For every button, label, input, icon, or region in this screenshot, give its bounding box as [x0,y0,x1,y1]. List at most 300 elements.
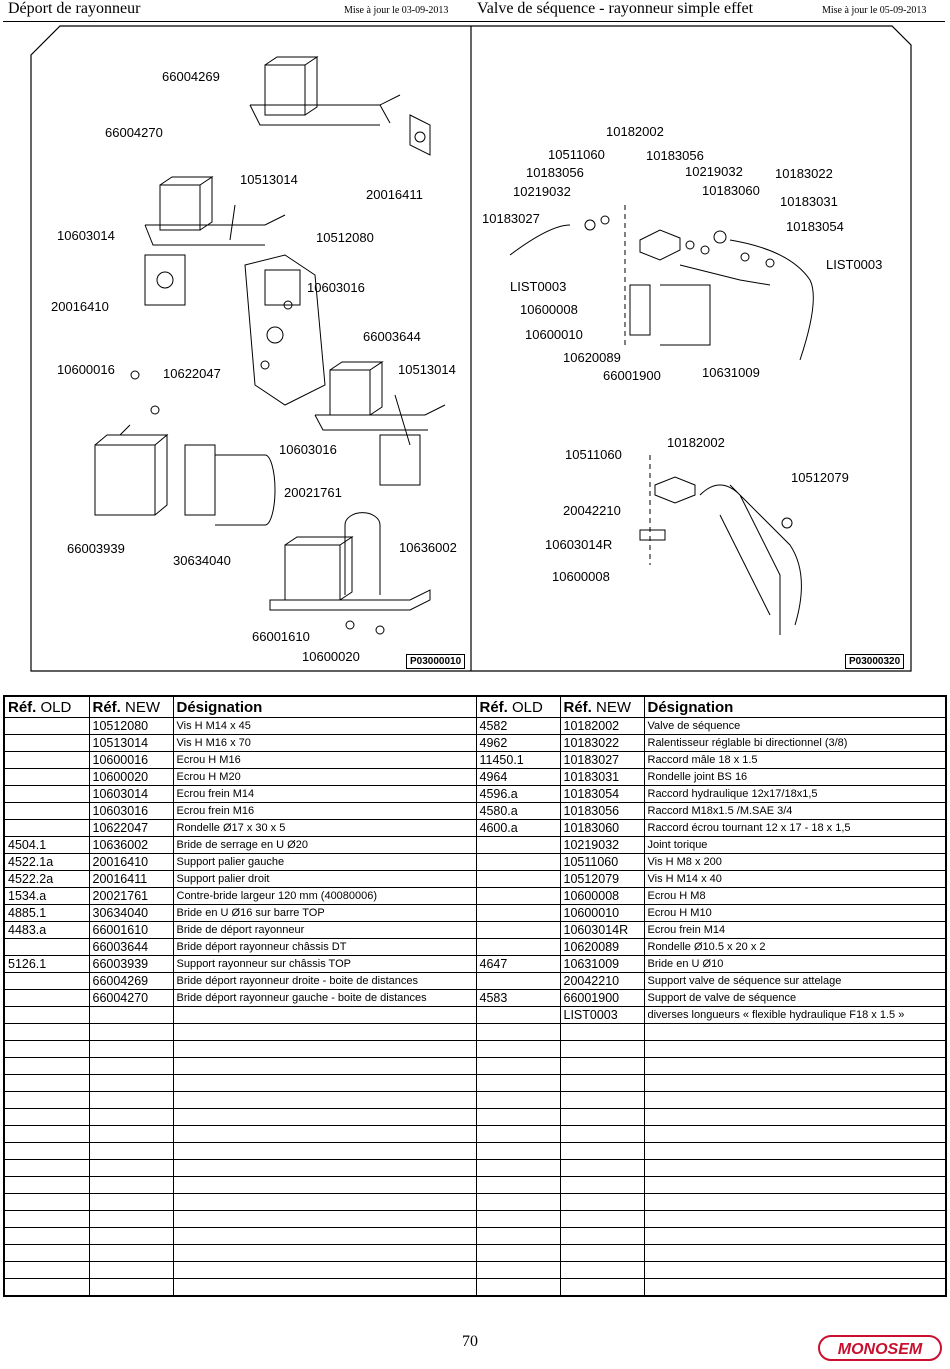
cell-des: Raccord mâle 18 x 1.5 [644,752,946,769]
cell-empty [476,1228,560,1245]
cell-new: 10513014 [89,735,173,752]
cell-empty [173,1262,476,1279]
col-designation-2: Désignation [644,696,946,718]
cell-old: 4600.a [476,820,560,837]
cell-new: 20042210 [560,973,644,990]
cell-new: 10636002 [89,837,173,854]
cell-new: 10219032 [560,837,644,854]
cell-empty [560,1228,644,1245]
cell-empty [4,1109,89,1126]
cell-empty [173,1211,476,1228]
part-label: 30634040 [173,553,231,568]
cell-new: 20016411 [89,871,173,888]
cell-empty [89,1041,173,1058]
cell-old [4,718,89,735]
part-label: 20016411 [366,187,423,202]
cell-old: 4504.1 [4,837,89,854]
cell-new: 10183060 [560,820,644,837]
part-label: 10600016 [57,362,115,377]
cell-empty [89,1211,173,1228]
cell-new: 30634040 [89,905,173,922]
cell-new: 66004270 [89,990,173,1007]
table-row-empty [4,1041,946,1058]
cell-empty [560,1092,644,1109]
cell-des: Vis H M8 x 200 [644,854,946,871]
part-label: 66001900 [603,368,661,383]
cell-empty [560,1024,644,1041]
cell-empty [644,1058,946,1075]
cell-empty [644,1194,946,1211]
cell-empty [476,1262,560,1279]
table-row [4,973,946,990]
cell-empty [644,1143,946,1160]
cell-empty [173,1024,476,1041]
svg-text:MONOSEM: MONOSEM [837,1341,923,1358]
cell-des [173,1007,476,1024]
page-number: 70 [462,1333,478,1350]
part-label: 10511060 [548,147,605,162]
cell-empty [476,1160,560,1177]
cell-old [476,871,560,888]
cell-empty [4,1211,89,1228]
cell-empty [560,1177,644,1194]
cell-empty [89,1279,173,1297]
table-row-empty [4,1228,946,1245]
table-row [4,922,946,939]
exploded-diagram [30,25,912,672]
cell-des: Support palier gauche [173,854,476,871]
table-row-empty [4,1177,946,1194]
cell-new: 10511060 [560,854,644,871]
table-header-row [4,696,946,718]
cell-des: Ecrou frein M16 [173,803,476,820]
table-row [4,786,946,803]
cell-empty [4,1075,89,1092]
cell-empty [173,1279,476,1297]
cell-des: Rondelle Ø10.5 x 20 x 2 [644,939,946,956]
cell-des: Contre-bride largeur 120 mm (40080006) [173,888,476,905]
cell-old [4,973,89,990]
cell-empty [4,1024,89,1041]
left-header-date: Mise à jour le 03-09-2013 [344,5,449,16]
cell-old: 5126.1 [4,956,89,973]
cell-empty [89,1126,173,1143]
cell-empty [560,1279,644,1297]
table-row-empty [4,1194,946,1211]
cell-new: 10512079 [560,871,644,888]
cell-des: Ecrou H M20 [173,769,476,786]
cell-des: Ecrou frein M14 [173,786,476,803]
cell-empty [4,1279,89,1297]
table-row [4,752,946,769]
cell-empty [644,1092,946,1109]
cell-old [4,1007,89,1024]
cell-empty [173,1228,476,1245]
cell-des: Bride déport rayonneur droite - boite de distances [173,973,476,990]
part-label: 10511060 [565,447,622,462]
cell-empty [476,1211,560,1228]
cell-empty [89,1058,173,1075]
cell-empty [476,1194,560,1211]
cell-empty [4,1245,89,1262]
cell-new: 66004269 [89,973,173,990]
table-row [4,905,946,922]
cell-empty [560,1075,644,1092]
cell-empty [476,1092,560,1109]
cell-empty [560,1041,644,1058]
cell-new: 20016410 [89,854,173,871]
table-row [4,956,946,973]
cell-des: Support valve de séquence sur attelage [644,973,946,990]
part-label: 10600008 [520,302,578,317]
cell-old [4,820,89,837]
part-label: 10183060 [702,183,760,198]
cell-des: Rondelle Ø17 x 30 x 5 [173,820,476,837]
table-row-empty [4,1245,946,1262]
right-ref-code: P03000320 [845,654,904,669]
cell-empty [89,1245,173,1262]
cell-empty [4,1160,89,1177]
cell-new: 10183027 [560,752,644,769]
cell-empty [644,1177,946,1194]
cell-empty [89,1143,173,1160]
cell-des: Ecrou H M10 [644,905,946,922]
table-row [4,1007,946,1024]
col-ref-new: Réf. NEW [89,696,173,718]
cell-empty [560,1126,644,1143]
cell-empty [644,1262,946,1279]
cell-old: 4962 [476,735,560,752]
part-label: 10603016 [279,442,337,457]
diagram-drawing [30,25,912,672]
cell-empty [4,1058,89,1075]
cell-des: Support rayonneur sur châssis TOP [173,956,476,973]
cell-empty [89,1262,173,1279]
cell-empty [4,1262,89,1279]
cell-empty [644,1126,946,1143]
cell-old: 4964 [476,769,560,786]
part-label: 10512079 [791,470,849,485]
table-row-empty [4,1160,946,1177]
table-row [4,803,946,820]
part-label: 10219032 [685,164,743,179]
cell-empty [173,1245,476,1262]
cell-empty [173,1194,476,1211]
table-row [4,854,946,871]
cell-des: Vis H M14 x 45 [173,718,476,735]
cell-old: 4647 [476,956,560,973]
cell-old [476,854,560,871]
part-label: 10183054 [786,219,844,234]
table-row-empty [4,1058,946,1075]
left-ref-code: P03000010 [406,654,465,669]
part-label: 10600020 [302,649,360,664]
cell-new: 10512080 [89,718,173,735]
cell-empty [4,1143,89,1160]
cell-old [476,888,560,905]
cell-empty [560,1109,644,1126]
table-row-empty [4,1262,946,1279]
cell-empty [173,1058,476,1075]
cell-old: 1534.a [4,888,89,905]
parts-table [3,695,947,1297]
part-label: 10183027 [482,211,540,226]
part-label: 10600008 [552,569,610,584]
cell-empty [644,1245,946,1262]
cell-old [476,922,560,939]
cell-empty [476,1143,560,1160]
table-row [4,718,946,735]
cell-empty [644,1211,946,1228]
cell-des: Vis H M14 x 40 [644,871,946,888]
cell-empty [476,1075,560,1092]
cell-empty [89,1109,173,1126]
cell-empty [476,1024,560,1041]
cell-empty [173,1075,476,1092]
part-label: 10636002 [399,540,457,555]
cell-des: Bride déport rayonneur châssis DT [173,939,476,956]
cell-des: Raccord hydraulique 12x17/18x1,5 [644,786,946,803]
cell-new: 10631009 [560,956,644,973]
cell-empty [4,1041,89,1058]
part-label: 10183022 [775,166,833,181]
cell-new: 10183056 [560,803,644,820]
cell-new: 66001610 [89,922,173,939]
cell-empty [476,1126,560,1143]
monosem-logo [818,1335,942,1361]
cell-old: 4596.a [476,786,560,803]
cell-old [4,786,89,803]
cell-empty [89,1075,173,1092]
part-label: 10600010 [525,327,583,342]
cell-empty [560,1160,644,1177]
cell-new: 20021761 [89,888,173,905]
cell-des: Valve de séquence [644,718,946,735]
table-row-empty [4,1126,946,1143]
cell-old [4,939,89,956]
cell-empty [644,1024,946,1041]
cell-empty [476,1245,560,1262]
cell-new: LIST0003 [560,1007,644,1024]
col-ref-new-2: Réf. NEW [560,696,644,718]
left-header-title: Déport de rayonneur [8,0,141,17]
part-label: 20021761 [284,485,342,500]
cell-new: 10183022 [560,735,644,752]
cell-des: Raccord M18x1.5 /M.SAE 3/4 [644,803,946,820]
cell-old [4,769,89,786]
table-row [4,820,946,837]
cell-old: 4885.1 [4,905,89,922]
cell-old [476,905,560,922]
table-row [4,735,946,752]
cell-empty [644,1109,946,1126]
cell-new: 10622047 [89,820,173,837]
table-row [4,837,946,854]
cell-old: 4522.1a [4,854,89,871]
cell-des: Bride de déport rayonneur [173,922,476,939]
cell-old: 11450.1 [476,752,560,769]
col-ref-old-2: Réf. OLD [476,696,560,718]
part-label: 66004270 [105,125,163,140]
cell-empty [560,1211,644,1228]
part-label: 10512080 [316,230,374,245]
part-label: 66004269 [162,69,220,84]
cell-new: 10600016 [89,752,173,769]
cell-empty [89,1024,173,1041]
cell-empty [173,1160,476,1177]
col-designation: Désignation [173,696,476,718]
cell-empty [476,1041,560,1058]
part-label: 10603014R [545,537,613,552]
cell-des: Bride en U Ø16 sur barre TOP [173,905,476,922]
cell-empty [173,1126,476,1143]
cell-des: Joint torique [644,837,946,854]
right-header-title: Valve de séquence - rayonneur simple effet [477,0,754,17]
cell-empty [173,1177,476,1194]
part-label: LIST0003 [826,257,883,272]
cell-des: Ecrou H M16 [173,752,476,769]
part-label: 10183056 [526,165,584,180]
cell-old [476,973,560,990]
header-rule [3,21,945,22]
cell-new: 10183031 [560,769,644,786]
cell-empty [644,1160,946,1177]
cell-des: Rondelle joint BS 16 [644,769,946,786]
part-label: 10631009 [702,365,760,380]
part-label: 10513014 [398,362,456,377]
cell-empty [476,1279,560,1297]
table-row [4,990,946,1007]
right-header-date: Mise à jour le 05-09-2013 [822,5,927,16]
cell-old [476,1007,560,1024]
cell-empty [644,1075,946,1092]
cell-empty [560,1058,644,1075]
cell-empty [89,1228,173,1245]
cell-empty [560,1262,644,1279]
cell-empty [644,1041,946,1058]
cell-new [89,1007,173,1024]
part-label: 10620089 [563,350,621,365]
cell-des: Vis H M16 x 70 [173,735,476,752]
cell-new: 10600008 [560,888,644,905]
cell-new: 10182002 [560,718,644,735]
part-label: 10603014 [57,228,115,243]
cell-empty [476,1058,560,1075]
cell-old [476,939,560,956]
part-label: 10603016 [307,280,365,295]
part-label: 10622047 [163,366,221,381]
cell-old [4,752,89,769]
part-label: 10219032 [513,184,571,199]
cell-old [476,837,560,854]
cell-empty [173,1092,476,1109]
table-row-empty [4,1092,946,1109]
cell-new: 10603016 [89,803,173,820]
cell-empty [560,1245,644,1262]
cell-empty [476,1177,560,1194]
cell-des: Ralentisseur réglable bi directionnel (3/8) [644,735,946,752]
cell-empty [173,1109,476,1126]
cell-empty [4,1228,89,1245]
part-label: 66001610 [252,629,310,644]
cell-new: 10620089 [560,939,644,956]
cell-empty [644,1279,946,1297]
part-label: 10513014 [240,172,298,187]
cell-new: 66001900 [560,990,644,1007]
table-row-empty [4,1024,946,1041]
cell-old [4,803,89,820]
part-label: LIST0003 [510,279,567,294]
table-row [4,888,946,905]
cell-des: Ecrou H M8 [644,888,946,905]
cell-old [4,990,89,1007]
table-row [4,769,946,786]
table-row-empty [4,1109,946,1126]
cell-des: Bride en U Ø10 [644,956,946,973]
cell-old: 4522.2a [4,871,89,888]
cell-des: Support palier droit [173,871,476,888]
part-label: 10183031 [780,194,838,209]
cell-empty [4,1092,89,1109]
part-label: 10182002 [606,124,664,139]
cell-old: 4582 [476,718,560,735]
cell-empty [89,1177,173,1194]
cell-empty [89,1160,173,1177]
cell-empty [644,1228,946,1245]
part-label: 10183056 [646,148,704,163]
cell-empty [560,1194,644,1211]
cell-empty [560,1143,644,1160]
cell-new: 66003939 [89,956,173,973]
cell-new: 10183054 [560,786,644,803]
cell-old: 4580.a [476,803,560,820]
cell-des: Support de valve de séquence [644,990,946,1007]
cell-empty [4,1194,89,1211]
table-row-empty [4,1143,946,1160]
table-row-empty [4,1075,946,1092]
cell-old [4,735,89,752]
table-row [4,939,946,956]
col-ref-old: Réf. OLD [4,696,89,718]
cell-new: 10600010 [560,905,644,922]
cell-empty [476,1109,560,1126]
table-row [4,871,946,888]
cell-des: diverses longueurs « flexible hydraulique F18 x 1.5 » [644,1007,946,1024]
part-label: 66003644 [363,329,421,344]
cell-new: 10603014R [560,922,644,939]
cell-des: Raccord écrou tournant 12 x 17 - 18 x 1,5 [644,820,946,837]
cell-des: Bride déport rayonneur gauche - boite de distances [173,990,476,1007]
cell-empty [173,1143,476,1160]
part-label: 20016410 [51,299,109,314]
table-row-empty [4,1211,946,1228]
cell-new: 10600020 [89,769,173,786]
cell-empty [89,1194,173,1211]
cell-old: 4483.a [4,922,89,939]
part-label: 20042210 [563,503,621,518]
cell-empty [4,1126,89,1143]
cell-new: 10603014 [89,786,173,803]
cell-des: Ecrou frein M14 [644,922,946,939]
part-label: 66003939 [67,541,125,556]
part-label: 10182002 [667,435,725,450]
cell-new: 66003644 [89,939,173,956]
table-row-empty [4,1279,946,1297]
cell-empty [89,1092,173,1109]
cell-old: 4583 [476,990,560,1007]
cell-empty [173,1041,476,1058]
cell-des: Bride de serrage en U Ø20 [173,837,476,854]
